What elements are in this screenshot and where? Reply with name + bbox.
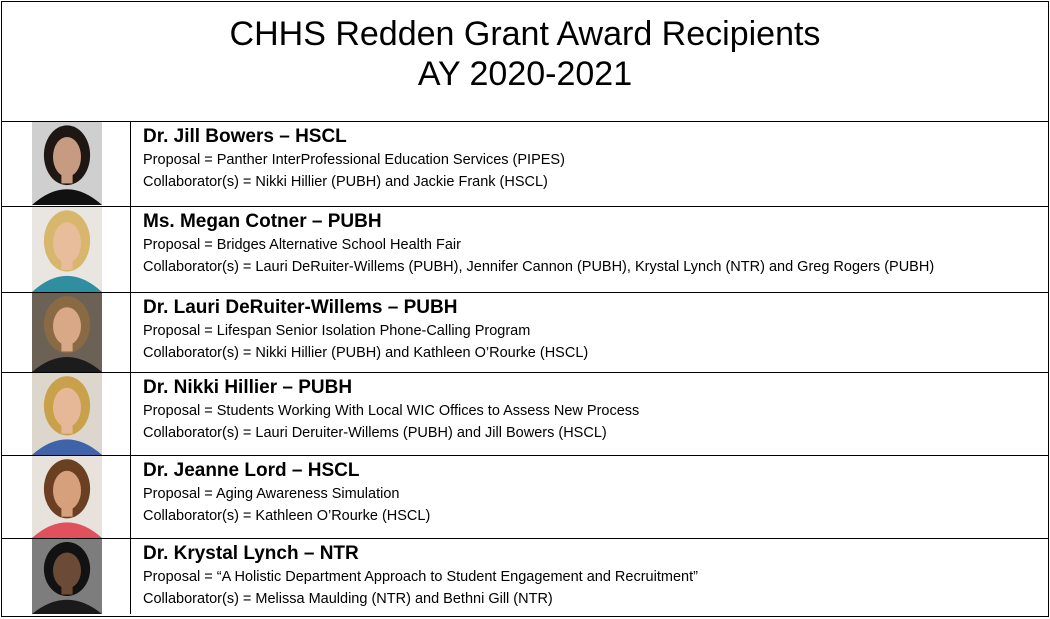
recipient-details <box>131 538 1049 614</box>
recipient-name: Ms. Megan Cotner – PUBH <box>143 210 382 232</box>
recipient-details <box>131 372 1049 455</box>
recipient-photo <box>32 373 102 455</box>
recipient-proposal: Proposal = Students Working With Local WIC Offices to Assess New Process <box>143 402 640 419</box>
recipient-name: Dr. Jill Bowers – HSCL <box>143 126 347 147</box>
portrait-image <box>32 293 102 372</box>
portrait-image <box>32 539 102 614</box>
recipient-details <box>131 206 1049 292</box>
document-subtitle: AY 2020-2021 <box>417 55 633 93</box>
recipient-collaborators: Collaborator(s) = Nikki Hillier (PUBH) and Jackie Frank (HSCL) <box>143 174 548 190</box>
recipient-proposal: Proposal = “A Holistic Department Approach to Student Engagement and Recruitment” <box>143 568 698 585</box>
portrait-face <box>53 307 81 345</box>
recipient-name: Dr. Krystal Lynch – NTR <box>143 542 359 564</box>
recipient-photo <box>32 122 102 205</box>
portrait-face <box>53 222 81 263</box>
recipient-details <box>131 122 1049 206</box>
recipient-collaborators: Collaborator(s) = Lauri Deruiter-Willems (PUBH) and Jill Bowers (HSCL) <box>143 424 607 441</box>
recipient-details <box>131 455 1049 538</box>
recipient-photo <box>32 293 102 372</box>
photo-cell <box>2 292 131 372</box>
recipient-proposal: Proposal = Panther InterProfessional Education Services (PIPES) <box>143 152 565 168</box>
recipient-collaborators: Collaborator(s) = Lauri DeRuiter-Willems (PUBH), Jennifer Cannon (PUBH), Krystal Lynch (NTR) and Greg Rogers (PUBH) <box>143 258 935 275</box>
recipient-name: Dr. Jeanne Lord – HSCL <box>143 459 360 481</box>
portrait-image <box>32 373 102 455</box>
recipient-row <box>2 538 1048 614</box>
recipients-table <box>2 122 1048 614</box>
title-block <box>2 2 1048 122</box>
photo-cell <box>2 206 131 292</box>
recipient-photo <box>32 207 102 292</box>
document-title: CHHS Redden Grant Award Recipients <box>229 15 821 53</box>
portrait-face <box>53 552 81 588</box>
portrait-image <box>32 122 102 205</box>
portrait-face <box>53 387 81 426</box>
recipient-row <box>2 122 1048 206</box>
recipient-name: Dr. Lauri DeRuiter-Willems – PUBH <box>143 296 458 318</box>
recipient-photo <box>32 456 102 538</box>
recipient-collaborators: Collaborator(s) = Melissa Maulding (NTR) and Bethni Gill (NTR) <box>143 590 553 607</box>
photo-cell <box>2 538 131 614</box>
recipient-collaborators: Collaborator(s) = Nikki Hillier (PUBH) and Kathleen O’Rourke (HSCL) <box>143 344 589 361</box>
portrait-face <box>53 470 81 509</box>
recipient-row <box>2 372 1048 455</box>
portrait-image <box>32 207 102 292</box>
photo-cell <box>2 372 131 455</box>
recipient-proposal: Proposal = Aging Awareness Simulation <box>143 485 400 502</box>
recipient-photo <box>32 539 102 614</box>
photo-cell <box>2 122 131 206</box>
recipient-row <box>2 292 1048 372</box>
recipient-collaborators: Collaborator(s) = Kathleen O’Rourke (HSCL) <box>143 507 431 524</box>
recipient-row <box>2 206 1048 292</box>
recipient-details <box>131 292 1049 372</box>
recipient-proposal: Proposal = Lifespan Senior Isolation Phone-Calling Program <box>143 322 531 339</box>
photo-cell <box>2 455 131 538</box>
recipient-row <box>2 455 1048 538</box>
portrait-image <box>32 456 102 538</box>
recipient-proposal: Proposal = Bridges Alternative School Health Fair <box>143 236 461 253</box>
recipients-document <box>1 1 1049 617</box>
recipient-name: Dr. Nikki Hillier – PUBH <box>143 376 353 398</box>
portrait-face <box>53 137 81 177</box>
